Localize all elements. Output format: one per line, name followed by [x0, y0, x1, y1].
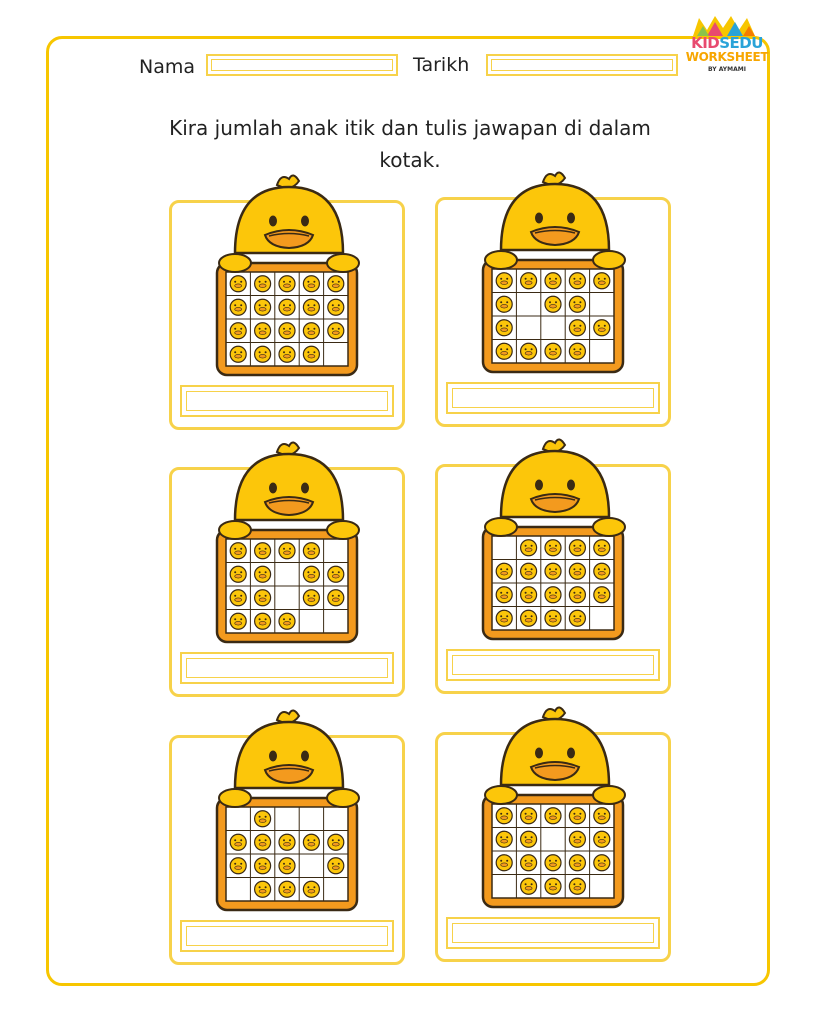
duck-wing-left — [219, 789, 251, 807]
duckling-icon — [496, 855, 512, 871]
duckling-icon — [594, 540, 610, 556]
duckling-icon — [328, 276, 344, 292]
duckling-icon — [255, 881, 271, 897]
duckling-icon — [496, 610, 512, 626]
duckling-icon — [279, 613, 295, 629]
duckling-icon — [594, 855, 610, 871]
duckling-icon — [496, 343, 512, 359]
duckling-icon — [545, 855, 561, 871]
duckling-icon — [303, 323, 319, 339]
duckling-icon — [303, 834, 319, 850]
counting-card — [169, 735, 405, 965]
duckling-icon — [545, 343, 561, 359]
duck-wing-right — [593, 251, 625, 269]
duckling-icon — [255, 323, 271, 339]
duckling-icon — [569, 878, 585, 894]
answer-box[interactable] — [180, 385, 394, 417]
counting-board — [217, 263, 357, 375]
date-label: Tarikh — [413, 54, 470, 76]
duckling-icon — [569, 343, 585, 359]
duckling-icon — [230, 323, 246, 339]
duckling-icon — [255, 543, 271, 559]
counting-card — [435, 732, 671, 962]
duckling-icon — [594, 273, 610, 289]
duck-wing-right — [327, 254, 359, 272]
duckling-icon — [303, 346, 319, 362]
duckling-icon — [303, 299, 319, 315]
duckling-icon — [569, 296, 585, 312]
duckling-icon — [303, 276, 319, 292]
duck-wing-left — [219, 254, 251, 272]
counting-card — [169, 467, 405, 697]
duckling-icon — [521, 587, 537, 603]
duck-wing-left — [485, 518, 517, 536]
duck-head — [235, 710, 343, 788]
duck-head — [501, 172, 609, 250]
duckling-icon — [521, 878, 537, 894]
duck-wing-right — [593, 786, 625, 804]
duck-wing-right — [327, 521, 359, 539]
duckling-icon — [545, 878, 561, 894]
duckling-icon — [496, 296, 512, 312]
duck-wing-right — [593, 518, 625, 536]
counting-board — [217, 798, 357, 910]
duckling-icon — [279, 346, 295, 362]
duckling-icon — [594, 587, 610, 603]
duck-board-illustration — [169, 173, 405, 393]
duckling-icon — [521, 831, 537, 847]
duckling-icon — [303, 881, 319, 897]
duckling-icon — [569, 273, 585, 289]
duckling-icon — [521, 540, 537, 556]
duckling-icon — [569, 320, 585, 336]
counting-card — [169, 200, 405, 430]
duckling-icon — [496, 587, 512, 603]
duckling-icon — [328, 858, 344, 874]
duckling-icon — [255, 613, 271, 629]
duckling-icon — [279, 276, 295, 292]
duckling-icon — [279, 881, 295, 897]
duckling-icon — [279, 299, 295, 315]
duckling-icon — [230, 346, 246, 362]
logo-byline: BY AYMAMI — [708, 66, 746, 73]
duckling-icon — [569, 563, 585, 579]
duck-head — [235, 175, 343, 253]
duckling-icon — [230, 834, 246, 850]
duckling-icon — [328, 834, 344, 850]
duckling-icon — [230, 543, 246, 559]
duckling-icon — [303, 590, 319, 606]
duckling-icon — [545, 296, 561, 312]
duckling-icon — [521, 808, 537, 824]
duckling-icon — [496, 831, 512, 847]
duckling-icon — [545, 563, 561, 579]
duck-wing-right — [327, 789, 359, 807]
duckling-icon — [230, 858, 246, 874]
duckling-icon — [279, 834, 295, 850]
duckling-icon — [594, 831, 610, 847]
date-field[interactable] — [486, 54, 678, 76]
duckling-icon — [303, 543, 319, 559]
counting-board — [483, 260, 623, 372]
name-field[interactable] — [206, 54, 398, 76]
duckling-icon — [545, 808, 561, 824]
duckling-icon — [255, 346, 271, 362]
kidsedu-logo — [683, 14, 771, 78]
counting-board — [483, 795, 623, 907]
duckling-icon — [230, 613, 246, 629]
answer-box[interactable] — [446, 382, 660, 414]
duckling-icon — [521, 343, 537, 359]
duckling-icon — [545, 540, 561, 556]
counting-board — [217, 530, 357, 642]
duckling-icon — [496, 273, 512, 289]
duckling-icon — [328, 323, 344, 339]
duckling-icon — [521, 610, 537, 626]
duckling-icon — [328, 590, 344, 606]
answer-box[interactable] — [180, 920, 394, 952]
duck-head — [501, 707, 609, 785]
duckling-icon — [594, 563, 610, 579]
duckling-icon — [496, 808, 512, 824]
duck-board-illustration — [435, 170, 671, 390]
duckling-icon — [569, 808, 585, 824]
duck-head — [501, 439, 609, 517]
duck-wing-left — [485, 786, 517, 804]
duckling-icon — [255, 566, 271, 582]
duck-wing-left — [219, 521, 251, 539]
duckling-icon — [230, 299, 246, 315]
answer-box[interactable] — [180, 652, 394, 684]
duckling-icon — [279, 858, 295, 874]
duckling-icon — [328, 299, 344, 315]
duckling-icon — [255, 590, 271, 606]
duckling-icon — [569, 587, 585, 603]
duckling-icon — [255, 299, 271, 315]
duckling-icon — [230, 590, 246, 606]
duck-wing-left — [485, 251, 517, 269]
counting-card — [435, 464, 671, 694]
duckling-icon — [545, 610, 561, 626]
answer-box[interactable] — [446, 649, 660, 681]
logo-subtitle: WORKSHEET — [685, 50, 769, 64]
duckling-icon — [303, 566, 319, 582]
duckling-icon — [279, 323, 295, 339]
duckling-icon — [255, 834, 271, 850]
name-label: Nama — [139, 56, 196, 78]
duckling-icon — [521, 273, 537, 289]
duckling-icon — [594, 808, 610, 824]
duckling-icon — [545, 273, 561, 289]
duckling-icon — [255, 811, 271, 827]
duckling-icon — [328, 566, 344, 582]
duckling-icon — [496, 320, 512, 336]
duckling-icon — [545, 587, 561, 603]
duckling-icon — [569, 610, 585, 626]
duckling-icon — [521, 563, 537, 579]
duck-board-illustration — [169, 708, 405, 928]
duck-board-illustration — [169, 440, 405, 660]
duck-board-illustration — [435, 705, 671, 925]
duckling-icon — [594, 320, 610, 336]
instructions-text: Kira jumlah anak itik dan tulis jawapan di dalam kotak. — [169, 116, 651, 172]
duckling-icon — [569, 831, 585, 847]
duckling-icon — [279, 543, 295, 559]
duckling-icon — [255, 276, 271, 292]
duckling-icon — [230, 566, 246, 582]
duckling-icon — [255, 858, 271, 874]
duck-board-illustration — [435, 437, 671, 657]
duckling-icon — [521, 855, 537, 871]
answer-box[interactable] — [446, 917, 660, 949]
duckling-icon — [569, 855, 585, 871]
counting-board — [483, 527, 623, 639]
duckling-icon — [496, 563, 512, 579]
duckling-icon — [230, 276, 246, 292]
duck-head — [235, 442, 343, 520]
logo-title: KIDSEDU — [691, 34, 763, 52]
duckling-icon — [569, 540, 585, 556]
counting-card — [435, 197, 671, 427]
